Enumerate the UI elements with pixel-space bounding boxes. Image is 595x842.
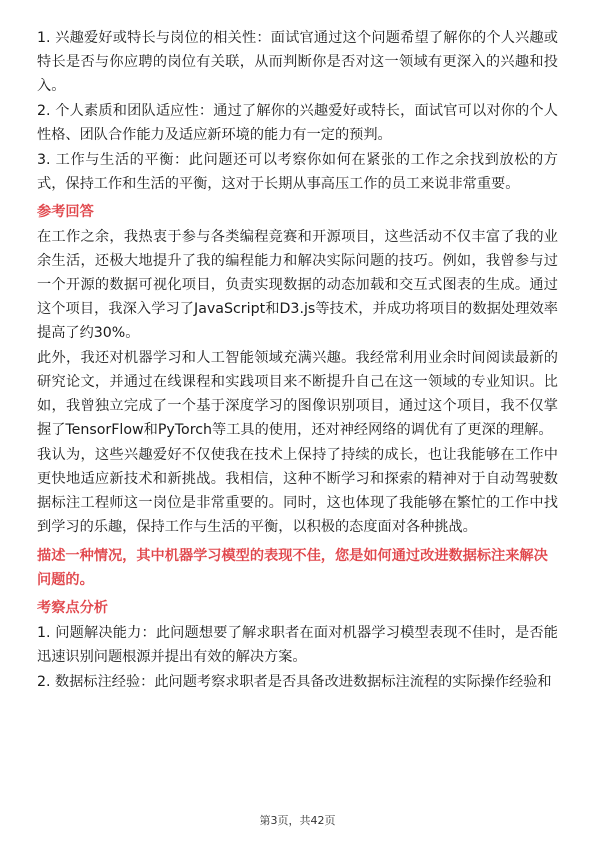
reference-answer-heading: 参考回答	[37, 204, 94, 220]
next-point-1: 1. 问题解决能力：此问题想要了解求职者在面对机器学习模型表现不佳时，是否能迅速识别问题根源并提出有效的解决方案。	[37, 625, 558, 665]
analysis-heading: 考察点分析	[37, 600, 108, 616]
reference-paragraph-2: 此外，我还对机器学习和人工智能领域充满兴趣。我经常利用业余时间阅读最新的研究论文，并通过在线课程和实践项目来不断提升自己在这一领域的专业知识。比如，我曾独立完成了一个基于深度学习的图像识别项目，通过这个项目，我不仅掌握了TensorFlow和PyTorch等工具的使用，还对神经网络的调优有了更深的理解。	[37, 350, 558, 438]
next-point-2: 2. 数据标注经验：此问题考察求职者是否具备改进数据标注流程的实际操作经验和	[37, 674, 552, 690]
interview-question: 描述一种情况，其中机器学习模型的表现不佳，您是如何通过改进数据标注来解决问题的。	[37, 548, 548, 588]
analysis-point-1: 1. 兴趣爱好或特长与岗位的相关性：面试官通过这个问题希望了解你的个人兴趣或特长是否与你应聘的岗位有关联，从而判断你是否对这一领域有更深入的兴趣和投入。	[37, 30, 558, 94]
page-footer: 第3页，共42页	[259, 814, 336, 827]
reference-paragraph-1: 在工作之余，我热衷于参与各类编程竞赛和开源项目，这些活动不仅丰富了我的业余生活，还极大地提升了我的编程能力和解决实际问题的技巧。例如，我曾参与过一个开源的数据可视化项目，负责实现数据的动态加载和交互式图表的生成。通过这个项目，我深入学习了JavaScript和D3.js等技术，并成功将项目的数据处理效率提高了约30%。	[37, 229, 558, 341]
document-page	[37, 26, 558, 695]
reference-paragraph-3: 我认为，这些兴趣爱好不仅使我在技术上保持了持续的成长，也让我能够在工作中更快地适应新技术和新挑战。我相信，这种不断学习和探索的精神对于自动驾驶数据标注工程师这一岗位是非常重要的。同时，这也体现了我能够在繁忙的工作中找到学习的乐趣，保持工作与生活的平衡，以积极的态度面对各种挑战。	[37, 447, 558, 535]
analysis-point-2: 2. 个人素质和团队适应性：通过了解你的兴趣爱好或特长，面试官可以对你的个人性格、团队合作能力及适应新环境的能力有一定的预判。	[37, 103, 558, 143]
analysis-point-3: 3. 工作与生活的平衡：此问题还可以考察你如何在紧张的工作之余找到放松的方式，保持工作和生活的平衡，这对于长期从事高压工作的员工来说非常重要。	[37, 152, 558, 192]
